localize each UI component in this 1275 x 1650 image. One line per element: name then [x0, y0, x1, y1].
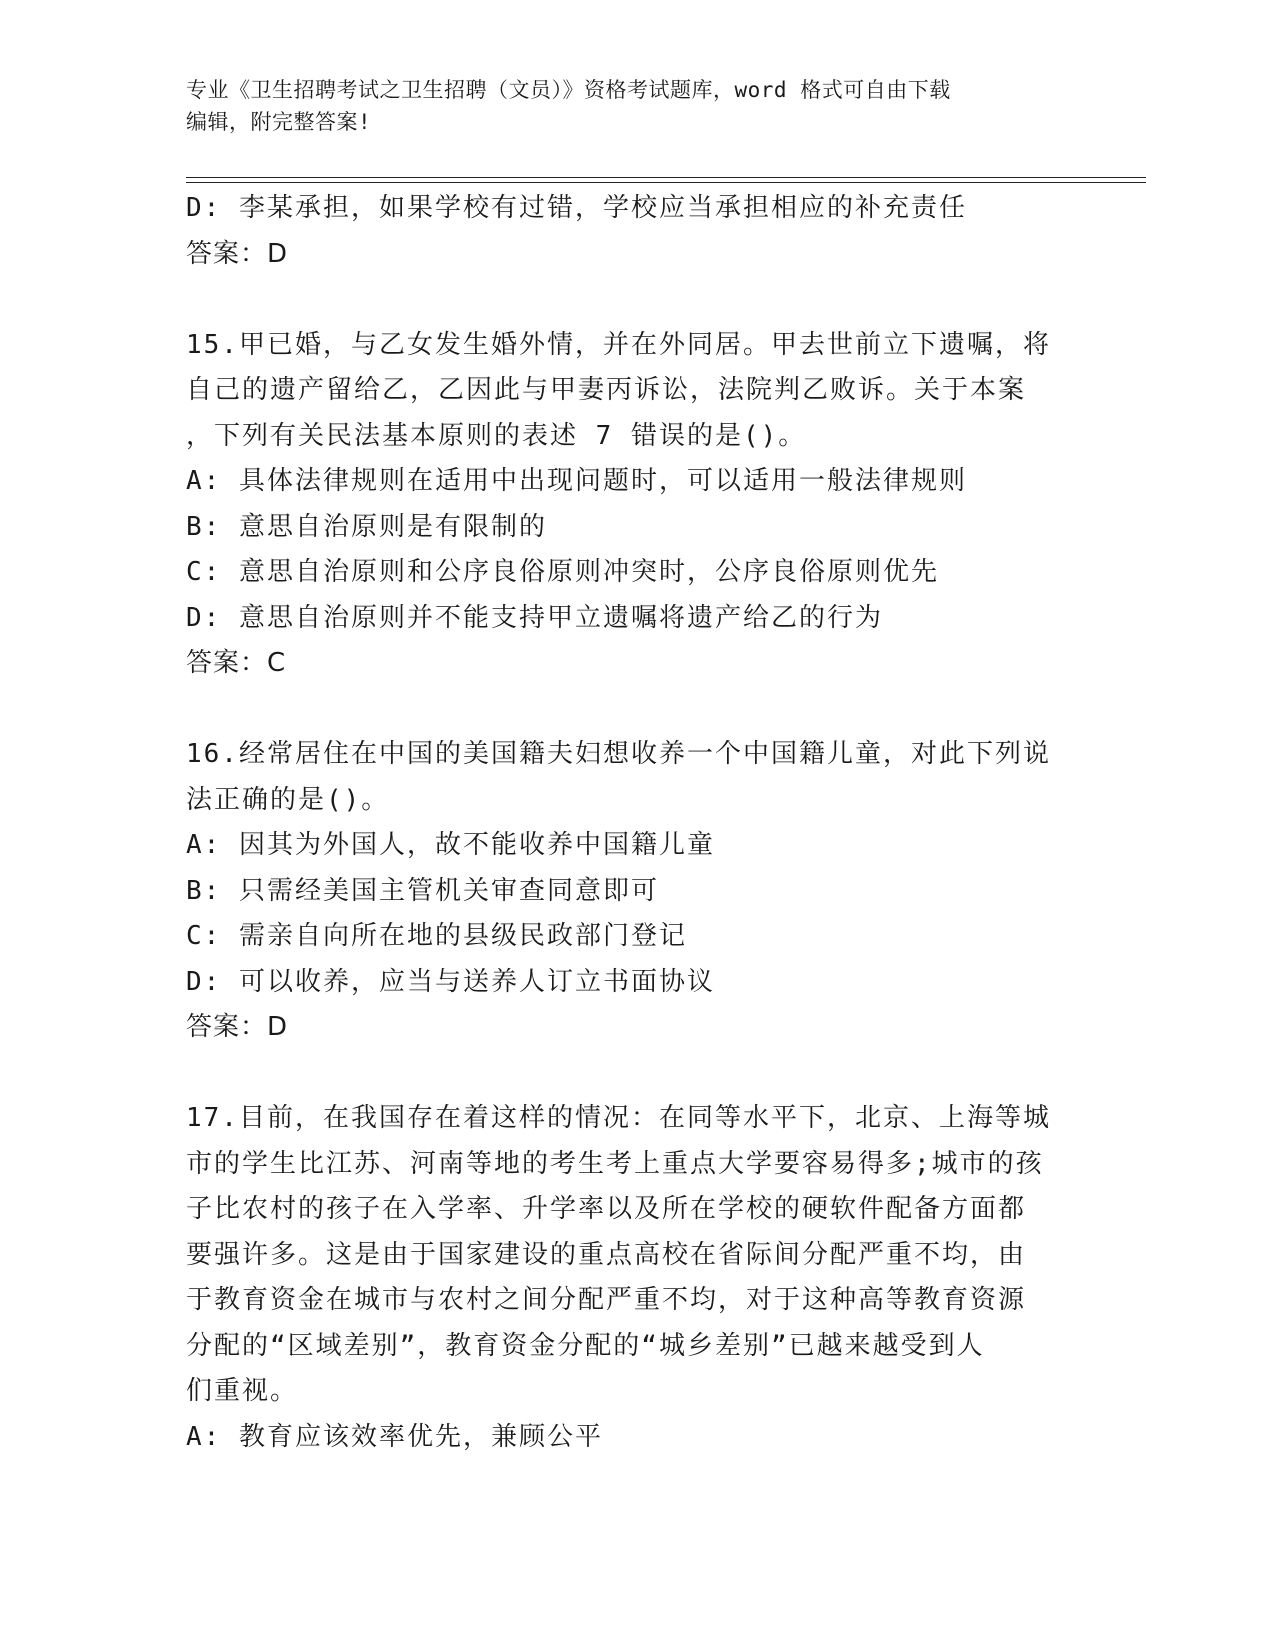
question-stem-line: 要强许多。这是由于国家建设的重点高校在省际间分配严重不均，由 [186, 1239, 1027, 1270]
question-stem-line: 15.甲已婚，与乙女发生婚外情，并在外同居。甲去世前立下遗嘱，将 [186, 329, 1051, 360]
question-stem-line: 分配的“区域差别”，教育资金分配的“城乡差别”已越来越受到人 [186, 1330, 985, 1361]
option-a: A: 教育应该效率优先，兼顾公平 [186, 1421, 603, 1452]
question-stem-line: 们重视。 [186, 1376, 299, 1406]
option-a: A: 具体法律规则在适用中出现问题时，可以适用一般法律规则 [186, 466, 967, 496]
option-b: B: 只需经美国主管机关审查同意即可 [186, 875, 659, 906]
header-rule-top [186, 177, 1146, 178]
header-line-2: 编辑，附完整答案! [186, 110, 372, 134]
question-stem-line: 法正确的是()。 [186, 784, 390, 815]
header-rule-bottom [186, 182, 1146, 183]
question-stem-line: 于教育资金在城市与农村之间分配严重不均，对于这种高等教育资源 [186, 1285, 1027, 1315]
option-b: B: 意思自治原则是有限制的 [186, 511, 547, 542]
question-stem-line: 自己的遗产留给乙，乙因此与甲妻丙诉讼，法院判乙败诉。关于本案 [186, 375, 1027, 405]
spacer [186, 1051, 1086, 1097]
option-a: A: 因其为外国人，故不能收养中国籍儿童 [186, 830, 715, 860]
option-c: C: 意思自治原则和公序良俗原则冲突时，公序良俗原则优先 [186, 557, 939, 587]
document-header [186, 74, 1066, 138]
question-list [186, 186, 1086, 1460]
question-stem-line: 市的学生比江苏、河南等地的考生考上重点大学要容易得多;城市的孩 [186, 1148, 1044, 1179]
spacer [186, 687, 1086, 733]
option-c: C: 需亲自向所在地的县级民政部门登记 [186, 921, 687, 951]
previous-question-tail [186, 186, 1086, 277]
answer: 答案：C [186, 648, 287, 678]
option-d: D: 李某承担，如果学校有过错，学校应当承担相应的补充责任 [186, 193, 967, 223]
answer: 答案：D [186, 238, 289, 269]
question-17 [186, 1096, 1086, 1460]
question-stem-line: 子比农村的孩子在入学率、升学率以及所在学校的硬软件配备方面都 [186, 1194, 1027, 1224]
header-line-1: 专业《卫生招聘考试之卫生招聘（文员）》资格考试题库，word 格式可自由下载 [186, 78, 951, 102]
spacer [186, 277, 1086, 323]
question-stem-line: 16.经常居住在中国的美国籍夫妇想收养一个中国籍儿童，对此下列说 [186, 739, 1051, 769]
answer: 答案：D [186, 1012, 289, 1042]
question-stem-line: ，下列有关民法基本原则的表述 7 错误的是()。 [186, 420, 807, 451]
option-d: D: 可以收养，应当与送养人订立书面协议 [186, 966, 715, 997]
option-d: D: 意思自治原则并不能支持甲立遗嘱将遗产给乙的行为 [186, 602, 883, 633]
question-15 [186, 323, 1086, 687]
question-16 [186, 732, 1086, 1051]
question-stem-line: 17.目前，在我国存在着这样的情况：在同等水平下，北京、上海等城 [186, 1103, 1051, 1133]
